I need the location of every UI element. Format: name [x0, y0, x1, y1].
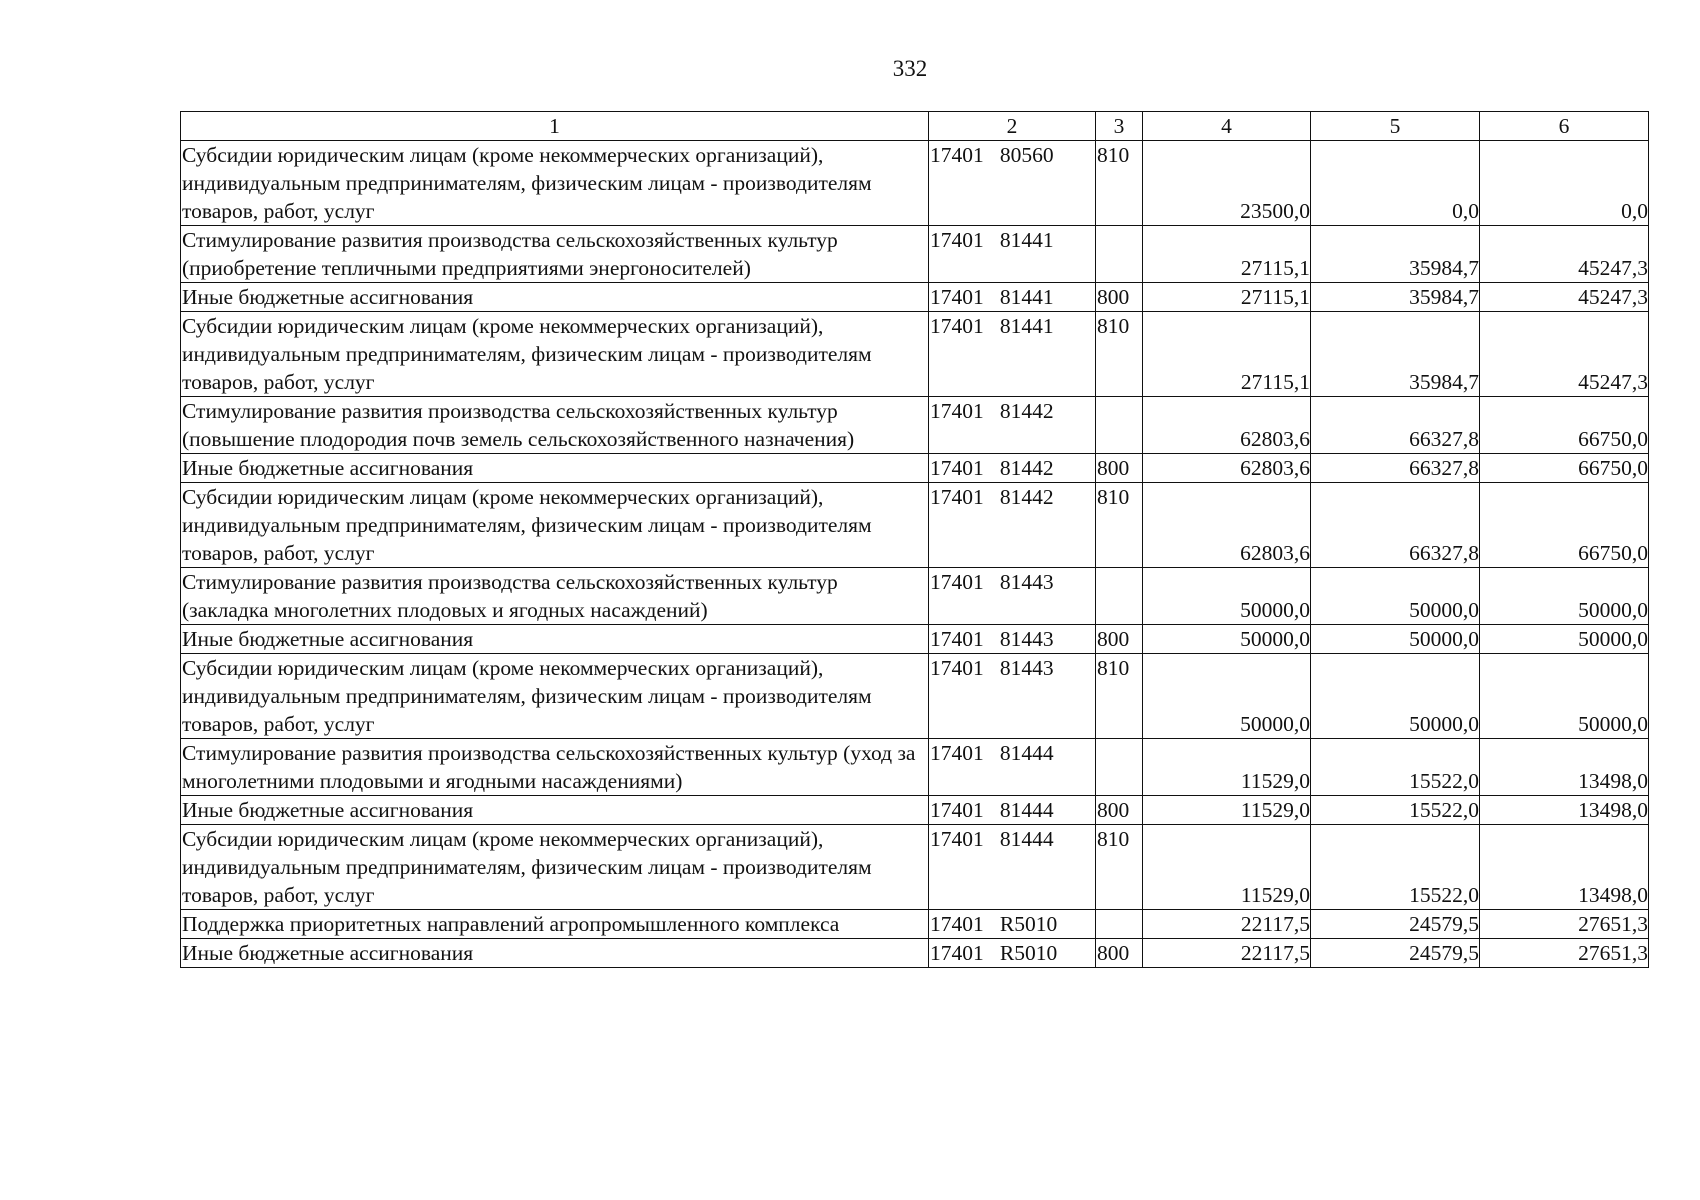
row-value-col4: 62803,6	[1143, 483, 1311, 568]
column-header-6: 6	[1480, 112, 1649, 141]
row-type-cell: 800	[1096, 283, 1143, 312]
row-name-cell: Стимулирование развития производства сельскохозяйственных культур (приобретение тепличными предприятиями энергоносителей)	[181, 226, 929, 283]
table-row	[181, 283, 1649, 312]
row-type-cell	[1096, 397, 1143, 454]
row-value-col6: 66750,0	[1480, 397, 1649, 454]
row-type-cell: 810	[1096, 483, 1143, 568]
row-value-col5: 66327,8	[1311, 397, 1480, 454]
row-value-col4: 11529,0	[1143, 825, 1311, 910]
row-code-cell: 17401 81443	[929, 568, 1096, 625]
table-row	[181, 910, 1649, 939]
row-name-cell: Субсидии юридическим лицам (кроме некоммерческих организаций), индивидуальным предпринимателям, физическим лицам - производителям товаров, работ, услуг	[181, 654, 929, 739]
row-value-col6: 45247,3	[1480, 283, 1649, 312]
table-row	[181, 739, 1649, 796]
row-value-col4: 23500,0	[1143, 141, 1311, 226]
header-row	[181, 112, 1649, 141]
row-name-cell: Субсидии юридическим лицам (кроме некоммерческих организаций), индивидуальным предпринимателям, физическим лицам - производителям товаров, работ, услуг	[181, 825, 929, 910]
row-value-col4: 11529,0	[1143, 739, 1311, 796]
row-type-cell: 800	[1096, 939, 1143, 968]
column-header-2: 2	[929, 112, 1096, 141]
table-row	[181, 939, 1649, 968]
row-value-col6: 45247,3	[1480, 226, 1649, 283]
table-row	[181, 625, 1649, 654]
row-name-cell: Субсидии юридическим лицам (кроме некоммерческих организаций), индивидуальным предпринимателям, физическим лицам - производителям товаров, работ, услуг	[181, 312, 929, 397]
row-type-cell	[1096, 226, 1143, 283]
row-type-cell	[1096, 910, 1143, 939]
row-value-col6: 13498,0	[1480, 825, 1649, 910]
row-value-col5: 15522,0	[1311, 739, 1480, 796]
row-code-cell: 17401 80560	[929, 141, 1096, 226]
row-code-cell: 17401 81444	[929, 739, 1096, 796]
table-row	[181, 568, 1649, 625]
row-code-cell: 17401 81441	[929, 283, 1096, 312]
row-code-cell: 17401 81443	[929, 654, 1096, 739]
table-row	[181, 483, 1649, 568]
row-name-cell: Стимулирование развития производства сельскохозяйственных культур (повышение плодородия почв земель сельскохозяйственного назначения)	[181, 397, 929, 454]
row-value-col5: 50000,0	[1311, 625, 1480, 654]
row-value-col5: 15522,0	[1311, 825, 1480, 910]
row-value-col6: 27651,3	[1480, 939, 1649, 968]
row-name-cell: Стимулирование развития производства сельскохозяйственных культур (уход за многолетними плодовыми и ягодными насаждениями)	[181, 739, 929, 796]
row-code-cell: 17401 R5010	[929, 939, 1096, 968]
table-header	[181, 112, 1649, 141]
table-row	[181, 654, 1649, 739]
row-type-cell: 800	[1096, 796, 1143, 825]
row-type-cell: 800	[1096, 625, 1143, 654]
row-type-cell: 800	[1096, 454, 1143, 483]
row-value-col6: 0,0	[1480, 141, 1649, 226]
row-code-cell: 17401 81441	[929, 226, 1096, 283]
row-value-col6: 66750,0	[1480, 483, 1649, 568]
row-type-cell	[1096, 739, 1143, 796]
row-name-cell: Иные бюджетные ассигнования	[181, 939, 929, 968]
table-row	[181, 226, 1649, 283]
row-value-col6: 13498,0	[1480, 739, 1649, 796]
row-value-col6: 50000,0	[1480, 625, 1649, 654]
row-value-col4: 50000,0	[1143, 568, 1311, 625]
row-value-col5: 35984,7	[1311, 283, 1480, 312]
row-name-cell: Иные бюджетные ассигнования	[181, 796, 929, 825]
row-code-cell: 17401 81441	[929, 312, 1096, 397]
row-name-cell: Иные бюджетные ассигнования	[181, 454, 929, 483]
row-value-col4: 22117,5	[1143, 939, 1311, 968]
table-row	[181, 141, 1649, 226]
column-header-4: 4	[1143, 112, 1311, 141]
row-value-col5: 50000,0	[1311, 568, 1480, 625]
row-code-cell: 17401 81442	[929, 483, 1096, 568]
row-value-col4: 22117,5	[1143, 910, 1311, 939]
table-row	[181, 397, 1649, 454]
row-value-col4: 27115,1	[1143, 312, 1311, 397]
row-name-cell: Субсидии юридическим лицам (кроме некоммерческих организаций), индивидуальным предпринимателям, физическим лицам - производителям товаров, работ, услуг	[181, 141, 929, 226]
column-header-3: 3	[1096, 112, 1143, 141]
column-header-1: 1	[181, 112, 929, 141]
row-value-col5: 66327,8	[1311, 483, 1480, 568]
row-value-col5: 66327,8	[1311, 454, 1480, 483]
row-value-col4: 11529,0	[1143, 796, 1311, 825]
row-type-cell: 810	[1096, 141, 1143, 226]
row-value-col4: 62803,6	[1143, 397, 1311, 454]
row-value-col6: 50000,0	[1480, 654, 1649, 739]
row-code-cell: 17401 81442	[929, 397, 1096, 454]
row-value-col6: 27651,3	[1480, 910, 1649, 939]
row-value-col4: 50000,0	[1143, 654, 1311, 739]
row-type-cell: 810	[1096, 654, 1143, 739]
row-value-col4: 27115,1	[1143, 226, 1311, 283]
row-name-cell: Иные бюджетные ассигнования	[181, 283, 929, 312]
row-type-cell: 810	[1096, 825, 1143, 910]
row-value-col5: 24579,5	[1311, 910, 1480, 939]
row-value-col6: 13498,0	[1480, 796, 1649, 825]
row-value-col4: 62803,6	[1143, 454, 1311, 483]
row-type-cell: 810	[1096, 312, 1143, 397]
row-value-col6: 50000,0	[1480, 568, 1649, 625]
row-value-col5: 15522,0	[1311, 796, 1480, 825]
table-row	[181, 454, 1649, 483]
table-row	[181, 796, 1649, 825]
table-row	[181, 825, 1649, 910]
row-code-cell: 17401 81442	[929, 454, 1096, 483]
row-name-cell: Стимулирование развития производства сельскохозяйственных культур (закладка многолетних плодовых и ягодных насаждений)	[181, 568, 929, 625]
column-header-5: 5	[1311, 112, 1480, 141]
row-name-cell: Иные бюджетные ассигнования	[181, 625, 929, 654]
row-code-cell: 17401 81443	[929, 625, 1096, 654]
row-code-cell: 17401 81444	[929, 796, 1096, 825]
row-value-col4: 27115,1	[1143, 283, 1311, 312]
row-value-col6: 45247,3	[1480, 312, 1649, 397]
table-row	[181, 312, 1649, 397]
row-code-cell: 17401 R5010	[929, 910, 1096, 939]
row-name-cell: Субсидии юридическим лицам (кроме некоммерческих организаций), индивидуальным предпринимателям, физическим лицам - производителям товаров, работ, услуг	[181, 483, 929, 568]
page-number: 332	[892, 56, 928, 81]
row-type-cell	[1096, 568, 1143, 625]
row-value-col5: 35984,7	[1311, 226, 1480, 283]
row-value-col5: 24579,5	[1311, 939, 1480, 968]
row-code-cell: 17401 81444	[929, 825, 1096, 910]
row-name-cell: Поддержка приоритетных направлений агропромышленного комплекса	[181, 910, 929, 939]
row-value-col4: 50000,0	[1143, 625, 1311, 654]
row-value-col6: 66750,0	[1480, 454, 1649, 483]
row-value-col5: 35984,7	[1311, 312, 1480, 397]
table-body	[181, 141, 1649, 968]
budget-table	[180, 111, 1649, 968]
row-value-col5: 50000,0	[1311, 654, 1480, 739]
row-value-col5: 0,0	[1311, 141, 1480, 226]
